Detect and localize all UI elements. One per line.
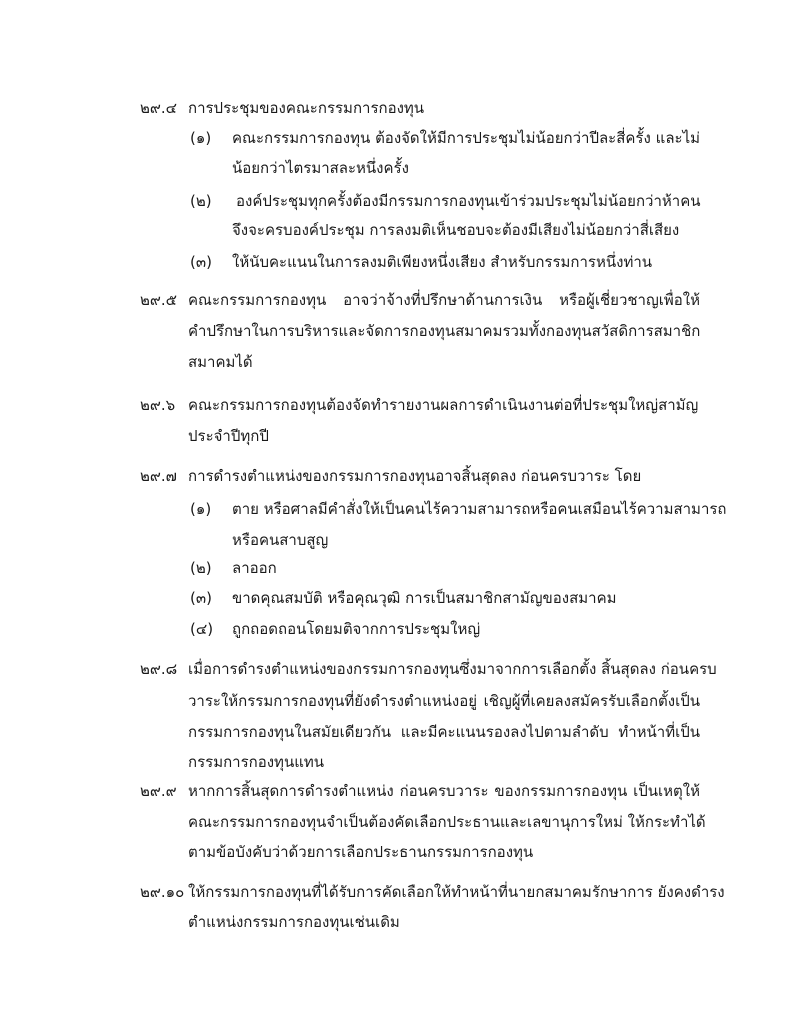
item-text: คณะกรรมการกองทุน ต้องจัดให้มีการประชุมไม่น้อยกว่าปีละสี่ครั้ง และไม่ (232, 129, 700, 147)
clause-text: วาระให้กรรมการกองทุนที่ยังดำรงตำแหน่งอยู่ เชิญผู้ที่เคยลงสมัครรับเลือกตั้งเป็น (188, 692, 700, 710)
item-text: จึงจะครบองค์ประชุม การลงมติเห็นชอบจะต้องมีเสียงไม่น้อยกว่าสี่เสียง (232, 221, 680, 239)
item-label: (๒) (190, 559, 212, 577)
item-text: หรือคนสาบสูญ (232, 531, 329, 549)
item-label: (๓) (190, 589, 212, 607)
clause-heading: การประชุมของคณะกรรมการกองทุน (188, 99, 425, 117)
clause-text: คำปรึกษาในการบริหารและจัดการกองทุนสมาคมรวมทั้งกองทุนสวัสดิการสมาชิก (188, 322, 701, 340)
clause-text: ให้กรรมการกองทุนที่ได้รับการคัดเลือกให้ทำหน้าที่นายกสมาคมรักษาการ ยังคงดำรง (188, 883, 725, 901)
clause-text: กรรมการกองทุนแทน (188, 753, 325, 771)
item-text: ให้นับคะแนนในการลงมติเพียงหนึ่งเสียง สำหรับกรรมการหนึ่งท่าน (232, 253, 653, 271)
item-label: (๑) (190, 129, 212, 147)
clause-number: ๒๙.๖ (140, 396, 176, 414)
clause-heading: การดำรงตำแหน่งของกรรมการกองทุนอาจสิ้นสุดลง ก่อนครบวาระ โดย (188, 467, 642, 485)
clause-text: ประจำปีทุกปี (188, 427, 269, 445)
item-label: (๑) (190, 500, 212, 518)
clause-number: ๒๙.๘ (140, 660, 178, 678)
clause-text: คณะกรรมการกองทุนจำเป็นต้องคัดเลือกประธานและเลขานุการใหม่ ให้กระทำได้ (188, 813, 706, 831)
clause-number: ๒๙.๕ (140, 291, 177, 309)
clause-text: หากการสิ้นสุดการดำรงตำแหน่ง ก่อนครบวาระ ของกรรมการกองทุน เป็นเหตุให้ (188, 782, 700, 800)
clause-number: ๒๙.๙ (140, 782, 177, 800)
clause-text: กรรมการกองทุนในสมัยเดียวกัน และมีคะแนนรองลงไปตามลำดับ ทำหน้าที่เป็น (188, 723, 700, 741)
item-text: ตาย หรือศาลมีคำสั่งให้เป็นคนไร้ความสามารถหรือคนเสมือนไร้ความสามารถ (232, 500, 727, 518)
item-text: ถูกถอดถอนโดยมติจากการประชุมใหญ่ (232, 620, 481, 638)
clause-number: ๒๙.๗ (140, 467, 177, 485)
item-label: (๒) (190, 192, 212, 210)
item-label: (๓) (190, 253, 212, 271)
clause-text: เมื่อการดำรงตำแหน่งของกรรมการกองทุนซึ่งมาจากการเลือกตั้ง สิ้นสุดลง ก่อนครบ (188, 660, 717, 678)
item-text: น้อยกว่าไตรมาสละหนึ่งครั้ง (232, 159, 409, 177)
clause-text: ตำแหน่งกรรมการกองทุนเช่นเดิม (188, 913, 400, 931)
item-text: องค์ประชุมทุกครั้งต้องมีกรรมการกองทุนเข้าร่วมประชุมไม่น้อยกว่าห้าคน (236, 192, 701, 210)
clause-text: สมาคมได้ (188, 353, 253, 371)
clause-text: คณะกรรมการกองทุนต้องจัดทำรายงานผลการดำเนินงานต่อที่ประชุมใหญ่สามัญ (188, 396, 699, 414)
clause-text: ตามข้อบังคับว่าด้วยการเลือกประธานกรรมการกองทุน (188, 843, 534, 861)
item-text: ลาออก (232, 559, 277, 577)
clause-number: ๒๙.๑๐ (140, 883, 185, 901)
clause-number: ๒๙.๔ (140, 99, 177, 117)
clause-text: คณะกรรมการกองทุน อาจว่าจ้างที่ปรึกษาด้านการเงิน หรือผู้เชี่ยวชาญเพื่อให้ (188, 291, 700, 309)
item-text: ขาดคุณสมบัติ หรือคุณวุฒิ การเป็นสมาชิกสามัญของสมาคม (232, 589, 617, 607)
item-label: (๔) (190, 620, 214, 638)
